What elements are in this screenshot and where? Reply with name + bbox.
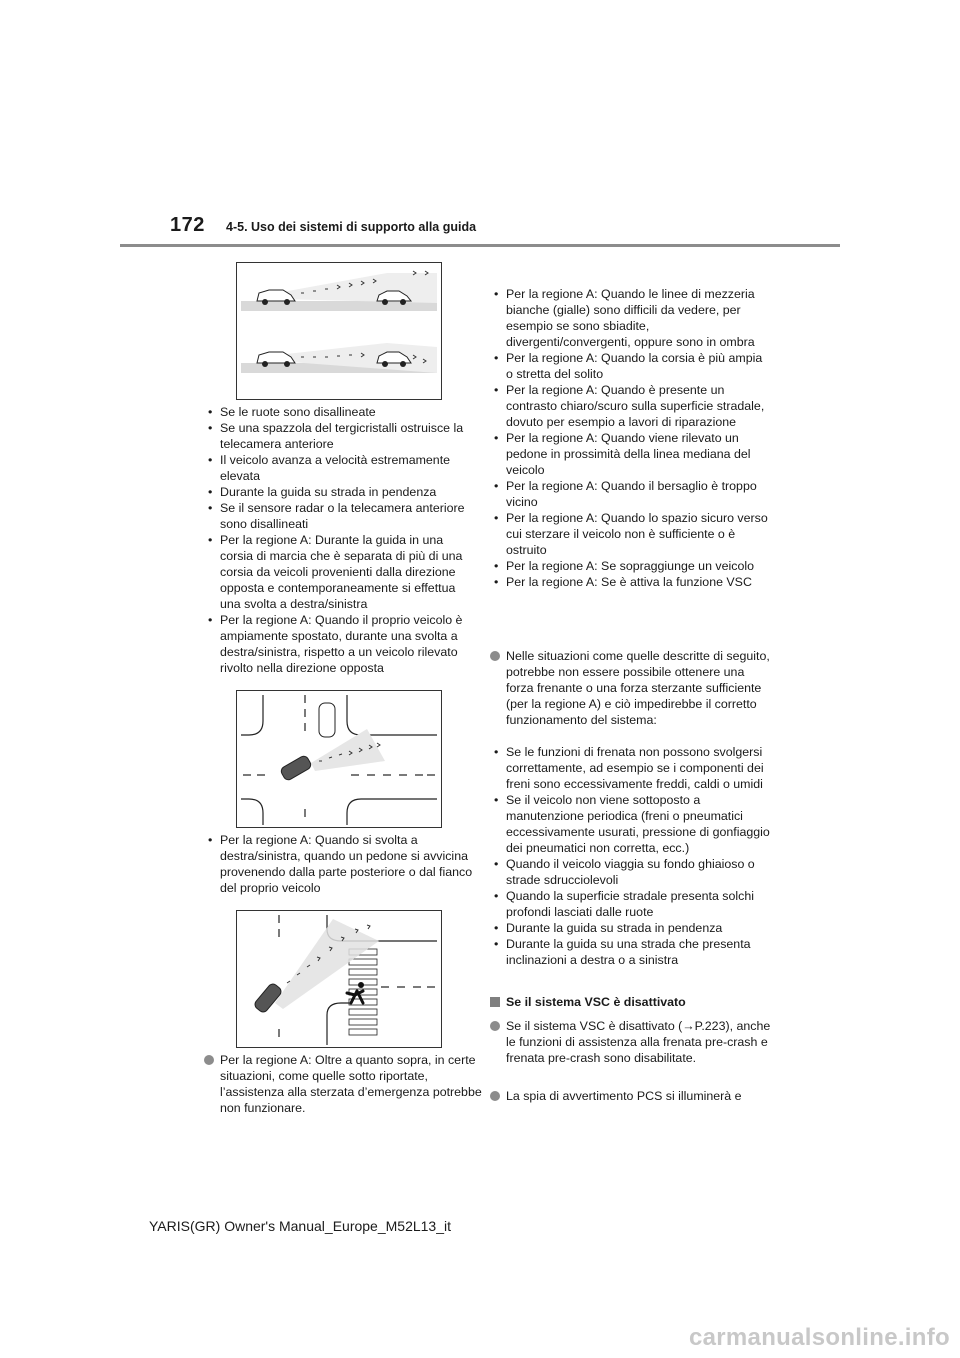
watermark: carmanualsonline.info [688,1324,950,1351]
bullet-dot-icon [490,651,500,661]
list-item: • Se una spazzola del tergicristalli ostruisce la telecamera anteriore [204,420,474,452]
list-item: • Se le funzioni di frenata non possono svolgersi correttamente, ad esempio se i componenti dei freni sono eccessivamente freddi, caldi o umidi [490,744,770,792]
list-item: • Per la regione A: Durante la guida in una corsia di marcia che è separata di più di una corsia da veicoli provenienti dalla direzione opposta e contemporaneamente si effettua una svolta a destra/sinistra [204,532,474,612]
list-item: • Per la regione A: Quando il bersaglio è troppo vicino [490,478,770,510]
list-item: • Se il sensore radar o la telecamera anteriore sono disallineati [204,500,474,532]
figure-curve-illustration [236,262,442,400]
figure-pedestrian-crossing [236,910,442,1048]
heading-text: Se il sistema VSC è disattivato [506,995,686,1009]
list-item: • Durante la guida su una strada che presenta inclinazioni a destra o a sinistra [490,936,770,968]
list-item: • Se le ruote sono disallineate [204,404,474,420]
list-item: • Per la regione A: Se è attiva la funzione VSC [490,574,770,590]
list-item: • Per la regione A: Se sopraggiunge un veicolo [490,558,770,574]
right-bullet-list-2 [490,744,770,968]
list-item: • Per la regione A: Quando la corsia è più ampia o stretta del solito [490,350,770,382]
footer-manual-id: YARIS(GR) Owner's Manual_Europe_M52L13_it [149,1218,451,1234]
left-bullet-list-1 [204,404,474,676]
list-item: • Per la regione A: Quando le linee di mezzeria bianche (gialle) sono difficili da vedere, per esempio se sono sbiadite, divergenti/convergenti, oppure sono in ombra [490,286,770,350]
paragraph-text: La spia di avvertimento PCS si illuminerà e [506,1089,742,1103]
vsc-heading [490,994,774,1010]
section-square-icon [490,997,500,1007]
list-item: • Durante la guida su strada in pendenza [204,484,474,500]
right-dot-paragraph-1 [490,648,774,728]
list-item: • Il veicolo avanza a velocità estremamente elevata [204,452,474,484]
list-item: • Durante la guida su strada in pendenza [490,920,770,936]
bullet-dot-icon [490,1021,500,1031]
bullet-dot-icon [490,1091,500,1101]
pcs-paragraph [490,1088,774,1104]
paragraph-text: Nelle situazioni come quelle descritte di seguito, potrebbe non essere possibile ottenere una forza frenante o una forza sterzante sufficiente (per la regione A) e ciò impedirebbe il corretto funzionamento del sistema: [506,649,770,727]
left-bullet-list-2 [204,832,474,896]
list-item: • Per la regione A: Quando lo spazio sicuro verso cui sterzare il veicolo non è sufficiente o è ostruito [490,510,770,558]
right-bullet-list-1 [490,286,770,590]
header-rule [120,244,840,247]
left-dot-paragraph [204,1052,482,1116]
paragraph-text: Se il sistema VSC è disattivato (→P.223), anche le funzioni di assistenza alla frenata pre-crash e frenata pre-crash sono disabilitate. [506,1019,771,1065]
list-item: • Quando la superficie stradale presenta solchi profondi lasciati dalle ruote [490,888,770,920]
list-item: • Quando il veicolo viaggia su fondo ghiaioso o strade sdrucciolevoli [490,856,770,888]
list-item: • Per la regione A: Quando si svolta a destra/sinistra, quando un pedone si avvicina provenendo dalla parte posteriore o dal fianco del proprio veicolo [204,832,474,896]
vsc-paragraph [490,1018,774,1066]
list-item: • Per la regione A: Quando è presente un contrasto chiaro/scuro sulla superficie stradale, dovuto per esempio a lavori di riparazione [490,382,770,430]
list-item: • Per la regione A: Quando il proprio veicolo è ampiamente spostato, durante una svolta a destra/sinistra, rispetto a un veicolo rilevato rivolto nella direzione opposta [204,612,474,676]
paragraph-text: Per la regione A: Oltre a quanto sopra, in certe situazioni, come quelle sotto riportate, l’assistenza alla sterzata d’emergenza potrebbe non funzionare. [220,1053,482,1115]
section-title: 4-5. Uso dei sistemi di supporto alla guida [226,220,477,234]
page-number: 172 [170,214,205,236]
list-item: • Per la regione A: Quando viene rilevato un pedone in prossimità della linea mediana del veicolo [490,430,770,478]
list-item: • Se il veicolo non viene sottoposto a manutenzione periodica (freni o pneumatici eccessivamente usurati, pressione di gonfiaggio dei pneumatici non corretta, ecc.) [490,792,770,856]
figure-intersection-turn [236,690,442,828]
bullet-dot-icon [204,1055,214,1065]
